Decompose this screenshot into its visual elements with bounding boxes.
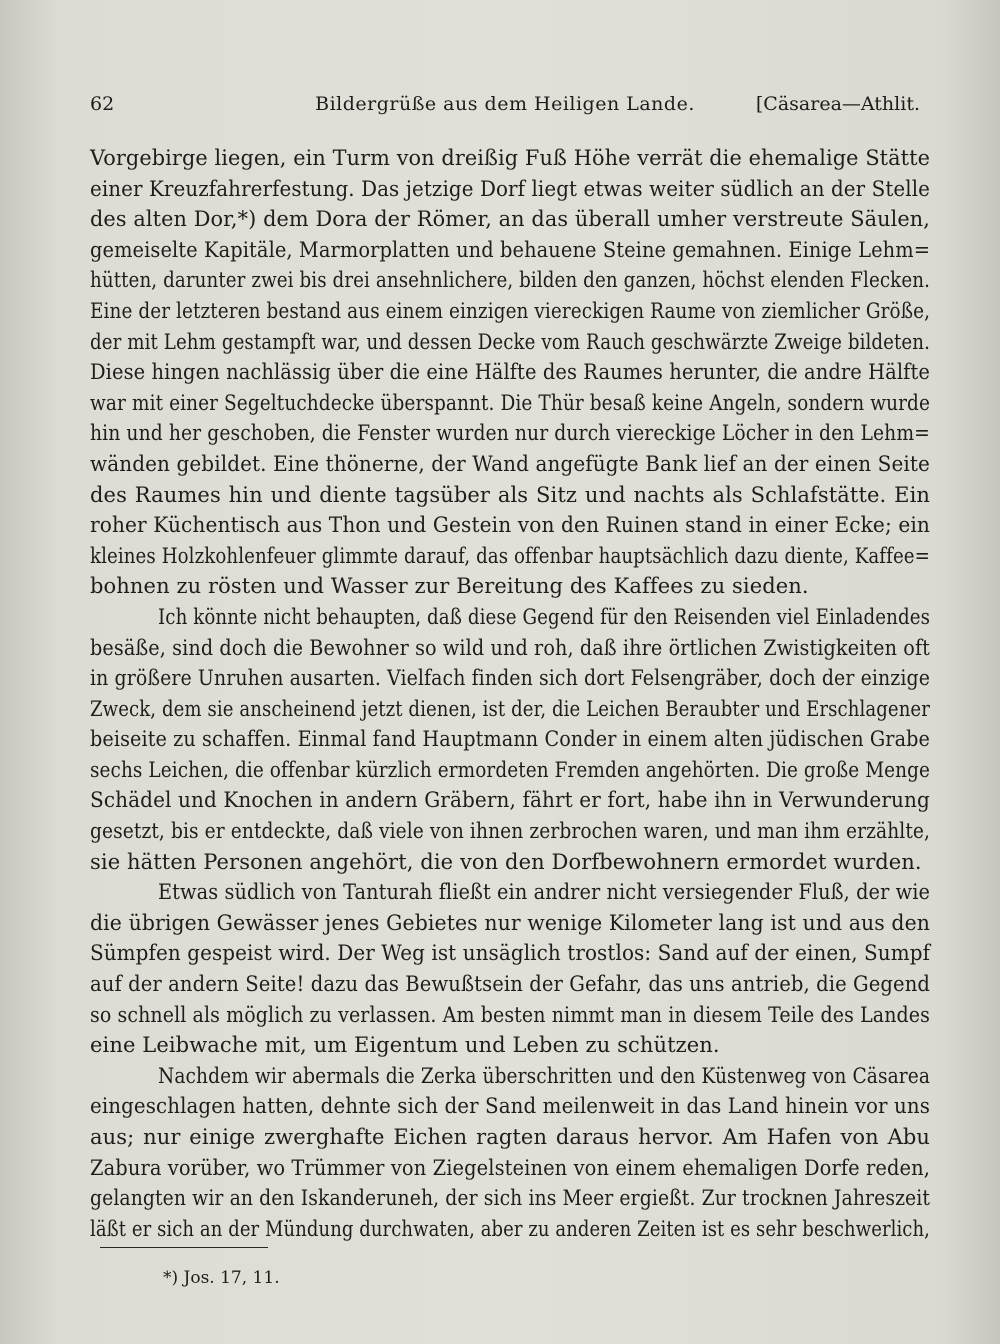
text-line: hütten, darunter zwei bis drei ansehnlichere, bilden den ganzen, höchst elenden Flecken. [90, 268, 930, 293]
text-line: eingeschlagen hatten, dehnte sich der Sand meilenweit in das Land hinein vor uns [90, 1094, 931, 1119]
text-line: gemeiselte Kapitäle, Marmorplatten und behauene Steine gemahnen. Einige Lehm= [90, 237, 931, 262]
text-line: wänden gebildet. Eine thönerne, der Wand angefügte Bank lief an der einen Seite [90, 451, 930, 476]
body-text [90, 143, 930, 1244]
text-line: Schädel und Knochen in andern Gräbern, fährt er fort, habe ihn in Verwunderung [90, 788, 930, 813]
text-line: beiseite zu schaffen. Einmal fand Hauptmann Conder in einem alten jüdischen Grabe [90, 727, 930, 752]
text-line: sie hätten Personen angehört, die von den Dorfbewohnern ermordet wurden. [90, 849, 922, 874]
text-line: so schnell als möglich zu verlassen. Am besten nimmt man in diesem Teile des Landes [90, 1002, 930, 1027]
text-line: Ich könnte nicht behaupten, daß diese Gegend für den Reisenden viel Einladendes [158, 604, 931, 629]
text-line: auf der andern Seite! dazu das Bewußtsein der Gefahr, das uns antrieb, die Gegend [90, 972, 931, 997]
footnote: *) Jos. 17, 11. [163, 1268, 280, 1288]
text-line: sechs Leichen, die offenbar kürzlich ermordeten Fremden angehörten. Die große Menge [90, 757, 931, 782]
text-line: Zabura vorüber, wo Trümmer von Ziegelsteinen von einem ehemaligen Dorfe reden, [90, 1155, 931, 1180]
text-line: läßt er sich an der Mündung durchwaten, aber zu anderen Zeiten ist es sehr beschwerlich, [90, 1216, 930, 1241]
text-line: gelangten wir an den Iskanderuneh, der sich ins Meer ergießt. Zur trocknen Jahreszeit [90, 1186, 931, 1211]
text-line: die übrigen Gewässer jenes Gebietes nur wenige Kilometer lang ist und aus den [90, 910, 931, 935]
text-line: bohnen zu rösten und Wasser zur Bereitung des Kaffees zu sieden. [90, 574, 809, 599]
text-line: Etwas südlich von Tanturah fließt ein andrer nicht versiegender Fluß, der wie [158, 880, 931, 905]
text-line: der mit Lehm gestampft war, und dessen Decke vom Rauch geschwärzte Zweige bildeten. [90, 329, 930, 354]
footnote-divider [100, 1247, 268, 1248]
text-line: besäße, sind doch die Bewohner so wild und roh, daß ihre örtlichen Zwistigkeiten oft [90, 635, 930, 660]
running-title: Bildergrüße aus dem Heiligen Lande. [315, 93, 695, 115]
text-line: des Raumes hin und diente tagsüber als Sitz und nachts als Schlafstätte. Ein [90, 482, 931, 507]
text-line: Eine der letzteren bestand aus einem einzigen viereckigen Raume von ziemlicher Größe, [90, 298, 931, 323]
text-line: Sümpfen gespeist wird. Der Weg ist unsäglich trostlos: Sand auf der einen, Sumpf [90, 941, 931, 966]
text-line: roher Küchentisch aus Thon und Gestein von den Ruinen stand in einer Ecke; ein [90, 513, 930, 538]
text-line: des alten Dor,*) dem Dora der Römer, an das überall umher verstreute Säulen, [90, 207, 930, 232]
text-line: Vorgebirge liegen, ein Turm von dreißig Fuß Höhe verrät die ehemalige Stätte [90, 146, 930, 170]
text-line: gesetzt, bis er entdeckte, daß viele von ihnen zerbrochen waren, und man ihm erzählte, [90, 819, 931, 844]
text-line: Zweck, dem sie anscheinend jetzt dienen, ist der, die Leichen Beraubter und Erschlagener [90, 696, 930, 721]
section-reference: [Cäsarea—Athlit. [755, 93, 920, 115]
page-header [90, 93, 920, 123]
text-line: aus; nur einige zwerghafte Eichen ragten daraus hervor. Am Hafen von Abu [90, 1125, 931, 1149]
text-line: hin und her geschoben, die Fenster wurden nur durch viereckige Löcher in den Lehm= [90, 421, 930, 446]
text-line: in größere Unruhen ausarten. Vielfach finden sich dort Felsengräber, doch der einzige [90, 666, 931, 691]
page-number: 62 [90, 93, 115, 115]
text-line: kleines Holzkohlenfeuer glimmte darauf, das offenbar hauptsächlich dazu diente, Kaffee= [90, 543, 930, 568]
text-line: eine Leibwache mit, um Eigentum und Leben zu schützen. [90, 1033, 720, 1058]
text-line: einer Kreuzfahrerfestung. Das jetzige Dorf liegt etwas weiter südlich an der Stelle [90, 176, 930, 201]
text-line: war mit einer Segeltuchdecke überspannt. Die Thür besaß keine Angeln, sondern wurde [90, 390, 931, 415]
text-line: Nachdem wir abermals die Zerka überschritten und den Küstenweg von Cäsarea [158, 1063, 931, 1088]
text-line: Diese hingen nachlässig über die eine Hälfte des Raumes herunter, die andre Hälfte [90, 360, 930, 385]
